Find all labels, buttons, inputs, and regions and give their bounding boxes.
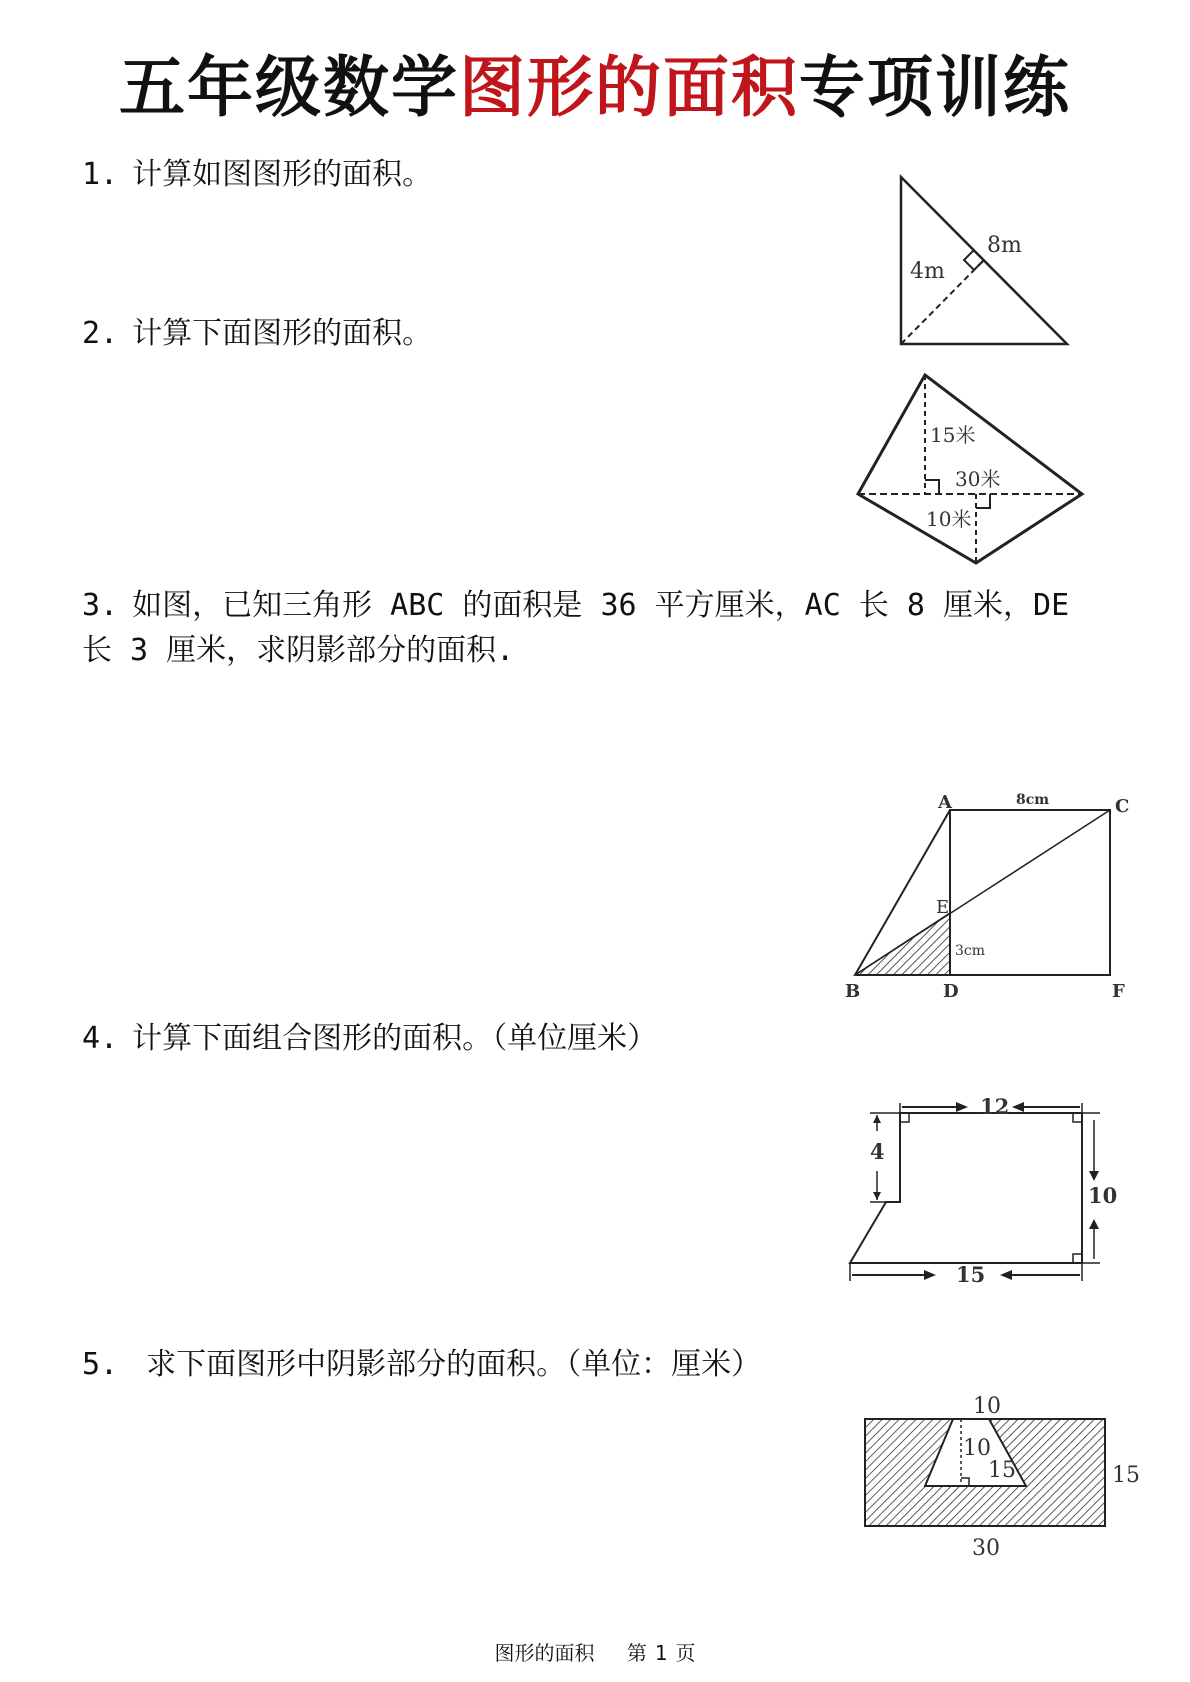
trapezoid-height-label: 10 <box>963 1436 991 1461</box>
footer-page-suffix: 页 <box>675 1641 696 1665</box>
footer-page-number: 1 <box>654 1641 668 1665</box>
question-text: 如图，已知三角形 ABC 的面积是 36 平方厘米，AC 长 8 厘米，DE <box>132 588 1070 623</box>
question-3 <box>82 583 1069 673</box>
right-angle-mark-tr <box>1073 1113 1082 1122</box>
title-part1: 五年级数学 <box>119 49 459 126</box>
right-angle-mark-tl <box>900 1113 909 1122</box>
top-label: 10 <box>973 1394 1001 1419</box>
title-part2: 专项训练 <box>799 49 1071 126</box>
page-title <box>0 49 1190 126</box>
question-text-continued: 长 3 厘米，求阴影部分的面积. <box>82 633 515 668</box>
label-a: A <box>938 792 952 813</box>
right-dimension-label: 10 <box>1088 1183 1118 1208</box>
right-angle-mark-br <box>1073 1254 1082 1263</box>
question-text: 计算下面图形的面积。 <box>132 316 433 351</box>
question-5 <box>82 1342 761 1387</box>
label-d: D <box>943 981 959 1002</box>
question-number: 5. <box>82 1347 119 1382</box>
figure-5-shaded-rectangle <box>855 1395 1145 1565</box>
top-height-label: 15米 <box>930 423 976 447</box>
question-number: 2. <box>82 316 119 351</box>
question-text: 计算下面组合图形的面积。（单位厘米） <box>132 1021 658 1056</box>
figure-4-composite <box>840 1075 1140 1305</box>
footer-page-prefix: 第 <box>626 1641 647 1665</box>
bottom-dimension-label: 15 <box>956 1262 986 1287</box>
page-footer <box>0 1637 1190 1666</box>
question-4 <box>82 1016 657 1061</box>
right-angle-mark-top <box>925 480 939 494</box>
question-number: 3. <box>82 588 119 623</box>
right-label: 15 <box>1112 1463 1140 1488</box>
label-c: C <box>1115 796 1130 817</box>
question-text: 计算如图图形的面积。 <box>132 157 433 192</box>
de-length-label: 3cm <box>955 943 986 959</box>
composite-outline <box>850 1113 1082 1263</box>
label-f: F <box>1112 981 1125 1002</box>
side-label: 8m <box>987 233 1022 258</box>
figure-3-square <box>840 790 1140 1010</box>
right-angle-mark-bottom <box>976 494 990 508</box>
height-label: 4m <box>910 259 945 284</box>
question-text: 求下面图形中阴影部分的面积。（单位：厘米） <box>146 1347 762 1382</box>
diagonal-label: 30米 <box>955 467 1001 491</box>
bottom-height-label: 10米 <box>926 507 972 531</box>
figure-1-triangle <box>880 170 1080 350</box>
bottom-label: 30 <box>972 1536 1000 1561</box>
title-highlight: 图形的面积 <box>459 49 799 126</box>
top-dimension-label: 12 <box>980 1094 1010 1119</box>
question-1 <box>82 152 432 197</box>
question-2 <box>82 311 432 356</box>
label-e: E <box>936 897 950 918</box>
footer-title: 图形的面积 <box>494 1641 595 1665</box>
top-length-label: 8cm <box>1016 792 1050 808</box>
left-dimension-label: 4 <box>870 1139 885 1164</box>
label-b: B <box>845 981 861 1002</box>
figure-2-quadrilateral <box>850 370 1090 570</box>
right-angle-mark <box>964 250 984 270</box>
question-number: 1. <box>82 157 119 192</box>
trapezoid-base-label: 15 <box>988 1458 1016 1483</box>
question-number: 4. <box>82 1021 119 1056</box>
